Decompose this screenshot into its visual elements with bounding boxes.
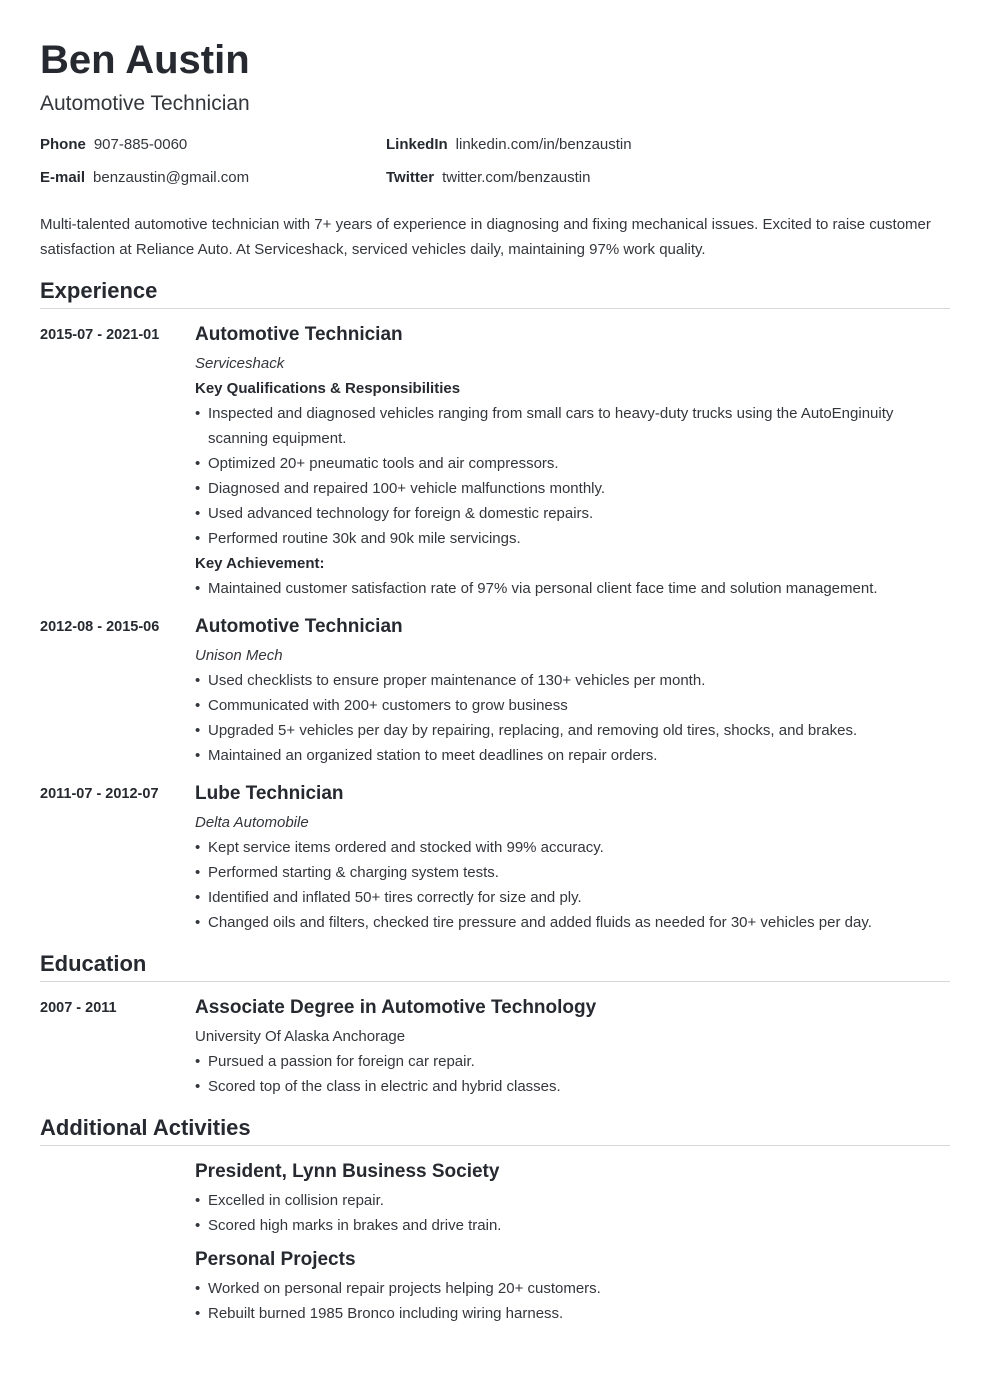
- bullet-item: • Changed oils and filters, checked tire pressure and added fluids as needed for 30+ vehicles per day.: [195, 910, 950, 935]
- education-dates: 2007 - 2011: [40, 1000, 117, 1016]
- contact-value: benzaustin@gmail.com: [93, 169, 250, 186]
- achievement-bullets: [195, 576, 950, 601]
- contact-label: LinkedIn: [386, 136, 448, 153]
- bullet-item: • Excelled in collision repair.: [195, 1188, 950, 1213]
- activity-bullets: [195, 1276, 950, 1326]
- job-bullets: [195, 835, 950, 935]
- contact-label: Phone: [40, 136, 86, 153]
- achievement-heading: Key Achievement:: [195, 555, 325, 572]
- job-company: Serviceshack: [195, 355, 285, 372]
- contact-value: twitter.com/benzaustin: [442, 169, 591, 186]
- bullet-item: • Upgraded 5+ vehicles per day by repairing, replacing, and removing old tires, shocks, and brakes.: [195, 718, 950, 743]
- job-entry: [40, 323, 950, 601]
- bullet-item: • Rebuilt burned 1985 Bronco including wiring harness.: [195, 1301, 950, 1326]
- experience-heading: Experience: [40, 278, 950, 309]
- job-entry: [40, 615, 950, 768]
- bullet-item: • Used advanced technology for foreign & domestic repairs.: [195, 501, 950, 526]
- job-bullets: [195, 401, 950, 551]
- school-name: University Of Alaska Anchorage: [195, 1028, 406, 1045]
- contact-label: Twitter: [386, 169, 435, 186]
- bullet-item: • Scored high marks in brakes and drive train.: [195, 1213, 950, 1238]
- contact-value: linkedin.com/in/benzaustin: [455, 136, 632, 153]
- bullet-item: • Kept service items ordered and stocked with 99% accuracy.: [195, 835, 950, 860]
- education-heading: Education: [40, 951, 950, 982]
- summary: Multi-talented automotive technician with 7+ years of experience in diagnosing and fixing mechanical issues. Excited to raise customer satisfaction at Reliance Auto. At Serviceshack, serviced vehicles daily, maintaining 97% work quality.: [40, 216, 931, 258]
- job-bullets: [195, 668, 950, 768]
- contact-email: [40, 168, 386, 188]
- bullet-item: • Used checklists to ensure proper maintenance of 130+ vehicles per month.: [195, 668, 950, 693]
- activity-title: Personal Projects: [195, 1249, 356, 1270]
- qualifications-heading: Key Qualifications & Responsibilities: [195, 380, 461, 397]
- bullet-item: • Inspected and diagnosed vehicles ranging from small cars to heavy-duty trucks using the AutoEnginuity scanning equipment.: [195, 401, 950, 451]
- contact-info: [40, 135, 950, 188]
- job-dates: 2011-07 - 2012-07: [40, 786, 159, 802]
- bullet-item: • Communicated with 200+ customers to grow business: [195, 693, 950, 718]
- contact-label: E-mail: [40, 169, 86, 186]
- bullet-item: • Worked on personal repair projects helping 20+ customers.: [195, 1276, 950, 1301]
- bullet-item: • Maintained customer satisfaction rate of 97% via personal client face time and solution management.: [195, 576, 950, 601]
- bullet-item: • Scored top of the class in electric and hybrid classes.: [195, 1074, 950, 1099]
- education-entry: [40, 996, 950, 1099]
- contact-phone: [40, 135, 386, 155]
- activities-heading: Additional Activities: [40, 1115, 950, 1146]
- education-bullets: [195, 1049, 950, 1099]
- job-company: Unison Mech: [195, 647, 283, 664]
- activity-entry: [195, 1248, 950, 1326]
- bullet-item: • Maintained an organized station to meet deadlines on repair orders.: [195, 743, 950, 768]
- degree-title: Associate Degree in Automotive Technology: [195, 997, 597, 1018]
- contact-linkedin: [386, 135, 950, 155]
- bullet-item: • Performed starting & charging system tests.: [195, 860, 950, 885]
- bullet-item: • Optimized 20+ pneumatic tools and air compressors.: [195, 451, 950, 476]
- bullet-item: • Pursued a passion for foreign car repair.: [195, 1049, 950, 1074]
- job-role: Automotive Technician: [195, 616, 403, 637]
- activity-title: President, Lynn Business Society: [195, 1161, 500, 1182]
- job-role: Lube Technician: [195, 783, 344, 804]
- candidate-title: Automotive Technician: [40, 92, 250, 115]
- job-dates: 2012-08 - 2015-06: [40, 619, 160, 635]
- bullet-item: • Diagnosed and repaired 100+ vehicle malfunctions monthly.: [195, 476, 950, 501]
- job-company: Delta Automobile: [195, 814, 309, 831]
- contact-twitter: [386, 168, 950, 188]
- resume: [40, 37, 950, 1326]
- activity-bullets: [195, 1188, 950, 1238]
- bullet-item: • Performed routine 30k and 90k mile servicings.: [195, 526, 950, 551]
- bullet-item: • Identified and inflated 50+ tires correctly for size and ply.: [195, 885, 950, 910]
- job-entry: [40, 782, 950, 935]
- job-dates: 2015-07 - 2021-01: [40, 327, 160, 343]
- activity-entry: [195, 1160, 950, 1238]
- contact-value: 907-885-0060: [93, 136, 188, 153]
- candidate-name: Ben Austin: [40, 38, 250, 82]
- job-role: Automotive Technician: [195, 324, 403, 345]
